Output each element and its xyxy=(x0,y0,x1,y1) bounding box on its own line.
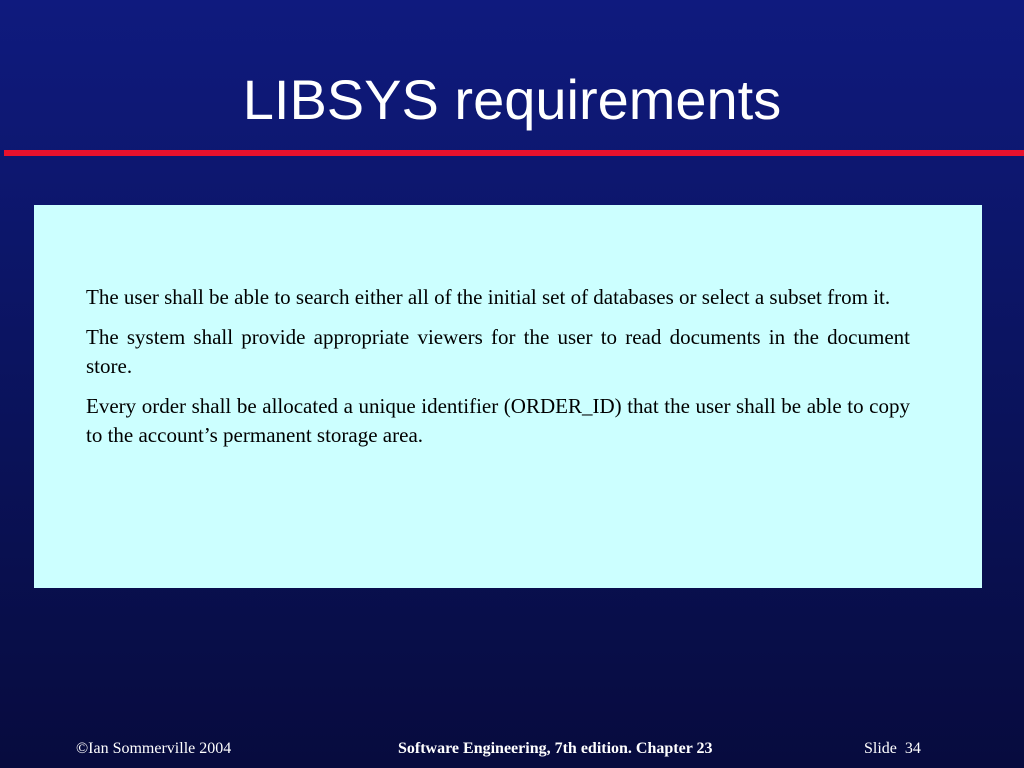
title-divider xyxy=(4,150,1024,156)
requirement-item: Every order shall be allocated a unique identifier (ORDER_ID) that the user shall be able to copy to the account’s permanent storage area. xyxy=(86,394,910,447)
slide-title: LIBSYS requirements xyxy=(242,68,782,131)
requirement-item: The user shall be able to search either all of the initial set of databases or select a subset from it. xyxy=(86,285,891,309)
footer-slide-number: Slide 34 xyxy=(864,740,921,757)
requirement-item: The system shall provide appropriate viewers for the user to read documents in the document store. xyxy=(86,325,910,378)
requirements-box xyxy=(34,205,982,588)
footer-copyright: ©Ian Sommerville 2004 xyxy=(76,740,232,757)
footer-book-title: Software Engineering, 7th edition. Chapter 23 xyxy=(398,740,713,757)
